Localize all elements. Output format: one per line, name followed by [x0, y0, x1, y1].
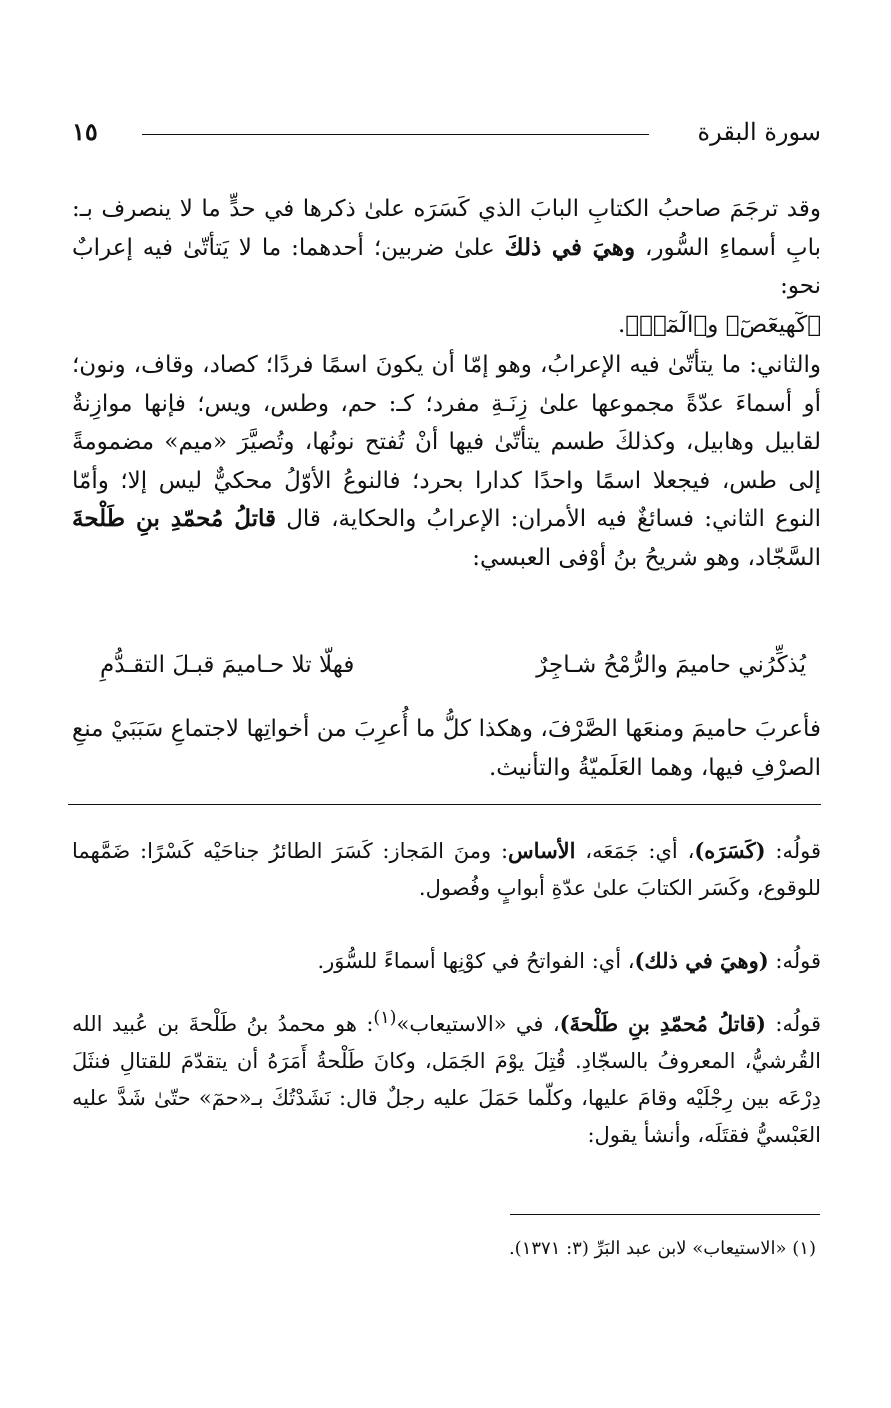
quran-citation: ﴿كٓهيعٓصٓ﴾: [725, 311, 821, 338]
commentary-text: ، أي: جَمَعَه،: [575, 839, 695, 863]
quran-citation: ﴿الٓمٓرۚ﴾: [625, 311, 708, 338]
commentary-lead: قولُه:: [766, 1012, 821, 1036]
commentary-lead: قولُه:: [768, 949, 821, 973]
commentary-lead: قولُه:: [765, 839, 821, 863]
commentary-2: [72, 942, 821, 980]
main-paragraph-3: فأعربَ حاميمَ ومنعَها الصَّرْفَ، وهكذا كلُّ ما أُعرِبَ من أخواتِها لاجتماعِ سَبَبَيْ منعِ الصرْفِ فيها، وهما العَلَميّةُ والتأنيث.: [72, 716, 821, 781]
verse-second-hemistich: فهلّا تلا حـاميمَ قبـلَ التقـدُّمِ: [100, 652, 355, 678]
commentary-text: ، في «الاستيعاب»: [396, 1012, 560, 1036]
commentary-text: : ومنَ المَجاز: كَسَرَ الطائرُ جناحَيْه كَسْرًا: ضَمَّهما للوقوع، وكَسَر الكتابَ علىٰ عدّةِ أبوابٍ وفُصول.: [72, 839, 821, 900]
commentary-divider: [68, 804, 821, 805]
bold-term: وهيَ في ذلكَ: [504, 233, 636, 261]
header-rule: [142, 134, 649, 135]
footnote: (١) «الاستيعاب» لابن عبد البَرِّ (٣: ١٣٧١).: [508, 1238, 816, 1259]
commentary-lemma: (قاتلُ مُحمّدِ بنِ طَلْحةَ): [559, 1011, 766, 1036]
main-paragraph-2: [72, 346, 821, 577]
main-paragraph-1: [72, 190, 821, 344]
footnote-marker: (١): [373, 1008, 397, 1028]
bold-term: قاتلُ مُحمّدِ بنِ طَلْحةَ: [72, 505, 277, 532]
conjunction: و: [707, 311, 726, 338]
commentary-text: : هو محمدُ بنُ طَلْحةَ بن عُبيد الله القُرشيُّ، المعروفُ بالسجّادِ. قُتِلَ يوْمَ الجَمَل، وكانَ طَلْحةُ أَمَرَهُ أن يتقدّمَ للقتالِ فنثَلَ دِرْعَه بين رِجْلَيْه وقامَ عليها، وكلّما حَمَلَ عليه رجلٌ قال: نَشَدْتُكَ بـ«حمٓ» حتّىٰ شَدَّ عليه العَبْسيُّ فقتَلَه، وأنشأ يقول:: [72, 1012, 821, 1147]
page-number: ١٥: [72, 117, 98, 146]
source-name: الأساس: [508, 838, 576, 863]
page-header: [72, 112, 821, 152]
paragraph-text: السَّجّاد، وهو شريحُ بنُ أوْفى العبسي:: [472, 544, 821, 571]
commentary-text: ، أي: الفواتحُ في كوْنِها أسماءً للسُّوَر.: [317, 949, 635, 973]
verse-first-hemistich: يُذكِّرُني حاميمَ والرُّمْحُ شـاجِرٌ: [536, 652, 806, 678]
commentary-lemma: (كَسَرَه): [694, 838, 766, 863]
paragraph-text: والثاني: ما يتأتّىٰ فيه الإعرابُ، وهو إمّا أن يكونَ اسمًا فردًا؛ كصاد، وقاف، ونون؛ أو أسماءَ عدّةً مجموعها علىٰ زِنَـةِ مفرد؛ كـ: حم، وطس، ويس؛ فإنها موازِنةٌ لقابيل وهابيل، وكذلكَ طسم يتأتّىٰ فيها أنْ تُفتح نونُها، وتُصيَّرَ «ميم» مضمومةً إلى طس، فيجعلا اسمًا واحدًا كدارا بحرد؛ فالنوعُ الأوّلُ محكيٌّ ليس إلا؛ وأمّا النوع الثاني: فسائغٌ فيه الأمران: الإعرابُ والحكاية، قال: [72, 352, 821, 532]
commentary-1: [72, 832, 821, 907]
footnote-rule: [510, 1214, 820, 1215]
paragraph-text: علىٰ ضربين؛ أحدهما: ما لا يَتأتّىٰ فيه إعرابٌ نحو:: [72, 234, 821, 299]
paragraph-text: وقد ترجَمَ صاحبُ الكتابِ البابَ الذي كَسَرَه علىٰ ذكرها في حدٍّ ما لا ينصرف بـ: بابِ أسماءِ السُّور،: [72, 196, 821, 261]
full-stop: .: [617, 311, 626, 338]
running-title: سورة البقرة: [697, 118, 821, 146]
poetry-verse: [100, 652, 806, 692]
commentary-lemma: (وهيَ في ذلك): [634, 948, 769, 973]
commentary-3: [72, 1000, 821, 1154]
